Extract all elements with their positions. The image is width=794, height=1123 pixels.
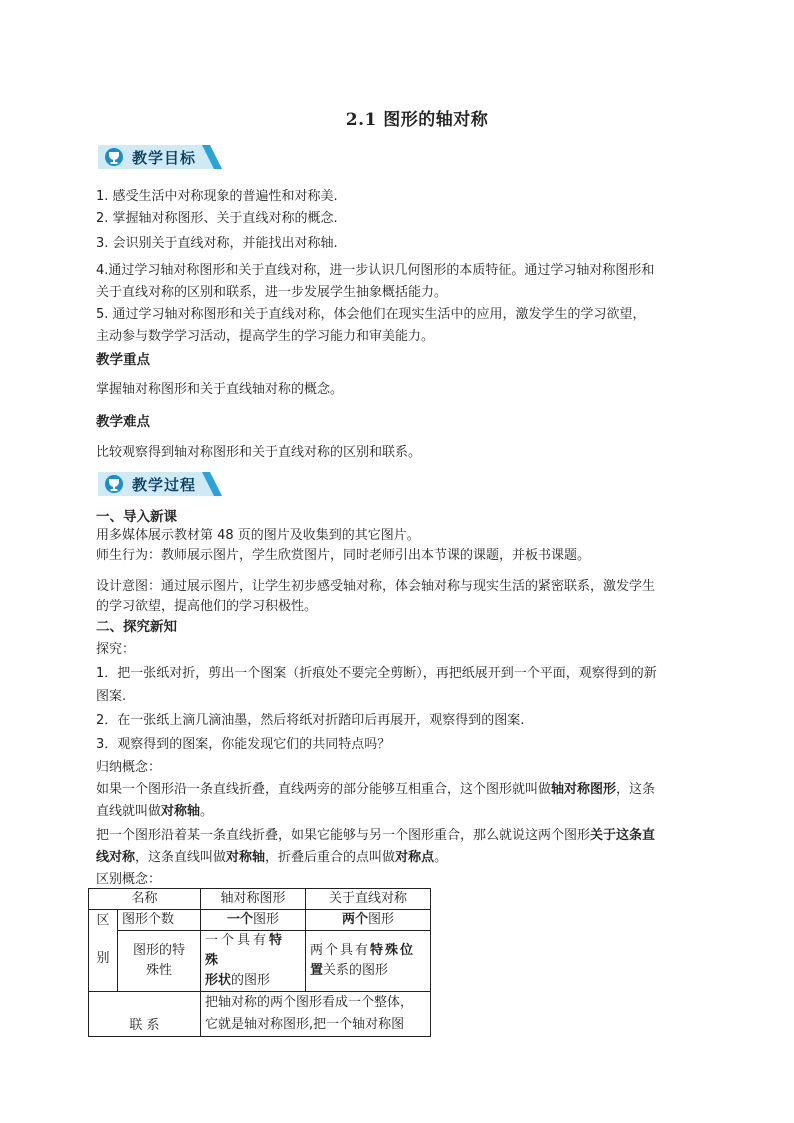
term-symmetric-about-line: 线对称 xyxy=(96,850,136,865)
definition-text: 把一个图形沿着某一条直线折叠，如果它能够与另一个图形重合，那么就说这两个图形 xyxy=(96,828,591,843)
emphasis: 一个 xyxy=(226,912,253,927)
definition-text: ，这条直线叫做 xyxy=(135,850,227,865)
term-axis: 对称轴 xyxy=(226,850,266,865)
cell-line xyxy=(310,961,426,981)
row-label-count: 图形个数 xyxy=(118,910,201,931)
goal-item: 1. 感受生活中对称现象的普遍性和对称美. xyxy=(96,189,338,204)
header-line-symmetry: 关于直线对称 xyxy=(306,889,431,910)
section-banner-process xyxy=(98,470,222,498)
goal-item: 4.通过学习轴对称图形和关于直线对称，进一步认识几何图形的本质特征。通过学习轴对称图形和 xyxy=(96,263,655,278)
diff-char: 别 xyxy=(96,951,110,966)
term-axis-symmetric-figure: 轴对称图形 xyxy=(551,782,617,797)
definition-axis-symmetric-cont xyxy=(96,803,213,821)
goal-item: 5. 通过学习轴对称图形和关于直线对称，体会他们在现实生活中的应用，激发学生的学习欲望， xyxy=(96,307,646,322)
explore-item: 1．把一张纸对折，剪出一个图案（折痕处不要完全剪断），再把纸展开到一个平面，观察得到的新 xyxy=(96,666,657,681)
explore-label: 探究： xyxy=(96,642,136,657)
section-banner-goals xyxy=(98,143,222,171)
goal-item: 3. 会识别关于直线对称，并能找出对称轴. xyxy=(96,236,338,251)
key-point-text: 掌握轴对称图形和关于直线轴对称的概念。 xyxy=(96,382,344,397)
explore-item: 2．在一张纸上滴几滴油墨，然后将纸对折踏印后再展开，观察得到的图案. xyxy=(96,713,525,728)
diff-char: 区 xyxy=(96,913,110,928)
definition-text: ，这条 xyxy=(616,782,656,797)
summary-label: 归纳概念： xyxy=(96,760,162,775)
definition-axis-symmetric xyxy=(96,781,655,799)
table-row xyxy=(89,931,431,992)
cell-text: 一个具有 xyxy=(205,933,270,948)
definition-text: ，折叠后重合的点叫做 xyxy=(265,850,396,865)
definition-text: 。 xyxy=(200,804,214,819)
banner-goals-label: 教学目标 xyxy=(132,149,197,167)
cell-line: 把轴对称的两个图形看成一个整体， xyxy=(205,995,414,1010)
page-title: 2.1 图形的轴对称 xyxy=(345,110,489,130)
paragraph-line: 师生行为：教师展示图片，学生欣赏图片，同时老师引出本节课的课题，并板书课题。 xyxy=(96,548,591,563)
row-label-special xyxy=(118,931,201,992)
table-row xyxy=(89,889,431,910)
cell-axis-count xyxy=(201,910,306,931)
emphasis: 置 xyxy=(310,963,324,978)
term-axis: 对称轴 xyxy=(161,804,201,819)
paragraph-line: 的学习欲望，提高他们的学习积极性。 xyxy=(96,599,318,614)
header-axis-figure: 轴对称图形 xyxy=(201,889,306,910)
emphasis: 两个 xyxy=(341,912,368,927)
definition-text: 直线就叫做 xyxy=(96,804,162,819)
definition-text: 。 xyxy=(434,850,448,865)
diff-cell xyxy=(89,910,118,992)
explore-item: 3．观察得到的图案，你能发现它们的共同特点吗？ xyxy=(96,737,391,752)
emphasis: 特殊位 xyxy=(370,943,416,958)
paragraph-line: 用多媒体展示教材第 48 页的图片及收集到的其它图片。 xyxy=(96,528,420,543)
cell-text: 的图形 xyxy=(231,973,271,988)
paragraph-line: 设计意图：通过展示图片，让学生初步感受轴对称，体会轴对称与现实生活的紧密联系，激发学生 xyxy=(96,579,656,594)
term-symmetric-about-line: 关于这条直 xyxy=(590,828,656,843)
cell-text: 图形 xyxy=(253,912,280,927)
difficulty-heading: 教学难点 xyxy=(96,414,150,430)
explore-item: 图案. xyxy=(96,689,127,704)
banner-process-label: 教学过程 xyxy=(132,476,197,494)
emphasis: 特殊 xyxy=(205,933,286,968)
cell-text: 两个具有 xyxy=(310,943,371,958)
cell-axis-special xyxy=(201,931,306,992)
comparison-table xyxy=(88,888,431,1037)
goal-item: 2. 掌握轴对称图形、关于直线对称的概念. xyxy=(96,211,338,226)
table-row xyxy=(89,910,431,931)
table-row xyxy=(89,992,431,1037)
cell-line xyxy=(205,931,301,971)
key-point-heading: 教学重点 xyxy=(96,352,150,368)
cell-text: 图形的特 xyxy=(132,943,185,958)
cell-line xyxy=(205,971,301,991)
goal-item: 主动参与数学学习活动，提高学生的学习能力和审美能力。 xyxy=(96,329,435,344)
section-heading: 一、导入新课 xyxy=(96,509,177,525)
cell-text: 殊性 xyxy=(145,963,172,978)
link-label: 联 系 xyxy=(89,992,201,1037)
goal-item: 关于直线对称的区别和联系，进一步发展学生抽象概括能力。 xyxy=(96,285,448,300)
difference-label: 区别概念： xyxy=(96,872,162,887)
cell-line-count xyxy=(306,910,431,931)
cell-line-special xyxy=(306,931,431,992)
emphasis: 形状 xyxy=(205,973,232,988)
term-symmetric-point: 对称点 xyxy=(395,850,435,865)
cell-text: 图形 xyxy=(368,912,395,927)
header-name: 名称 xyxy=(89,889,201,910)
cell-text: 关系的图形 xyxy=(323,963,389,978)
cell-line: 它就是轴对称图形,把一个轴对称图 xyxy=(205,1017,405,1032)
cell-line xyxy=(310,941,426,961)
section-heading: 二、探究新知 xyxy=(96,619,177,635)
definition-text: 如果一个图形沿一条直线折叠，直线两旁的部分能够互相重合，这个图形就叫做 xyxy=(96,782,552,797)
spacer xyxy=(93,932,113,948)
difficulty-text: 比较观察得到轴对称图形和关于直线对称的区别和联系。 xyxy=(96,445,422,460)
definition-line-symmetry xyxy=(96,827,655,845)
link-text xyxy=(201,992,431,1037)
definition-line-symmetry-cont xyxy=(96,849,447,867)
